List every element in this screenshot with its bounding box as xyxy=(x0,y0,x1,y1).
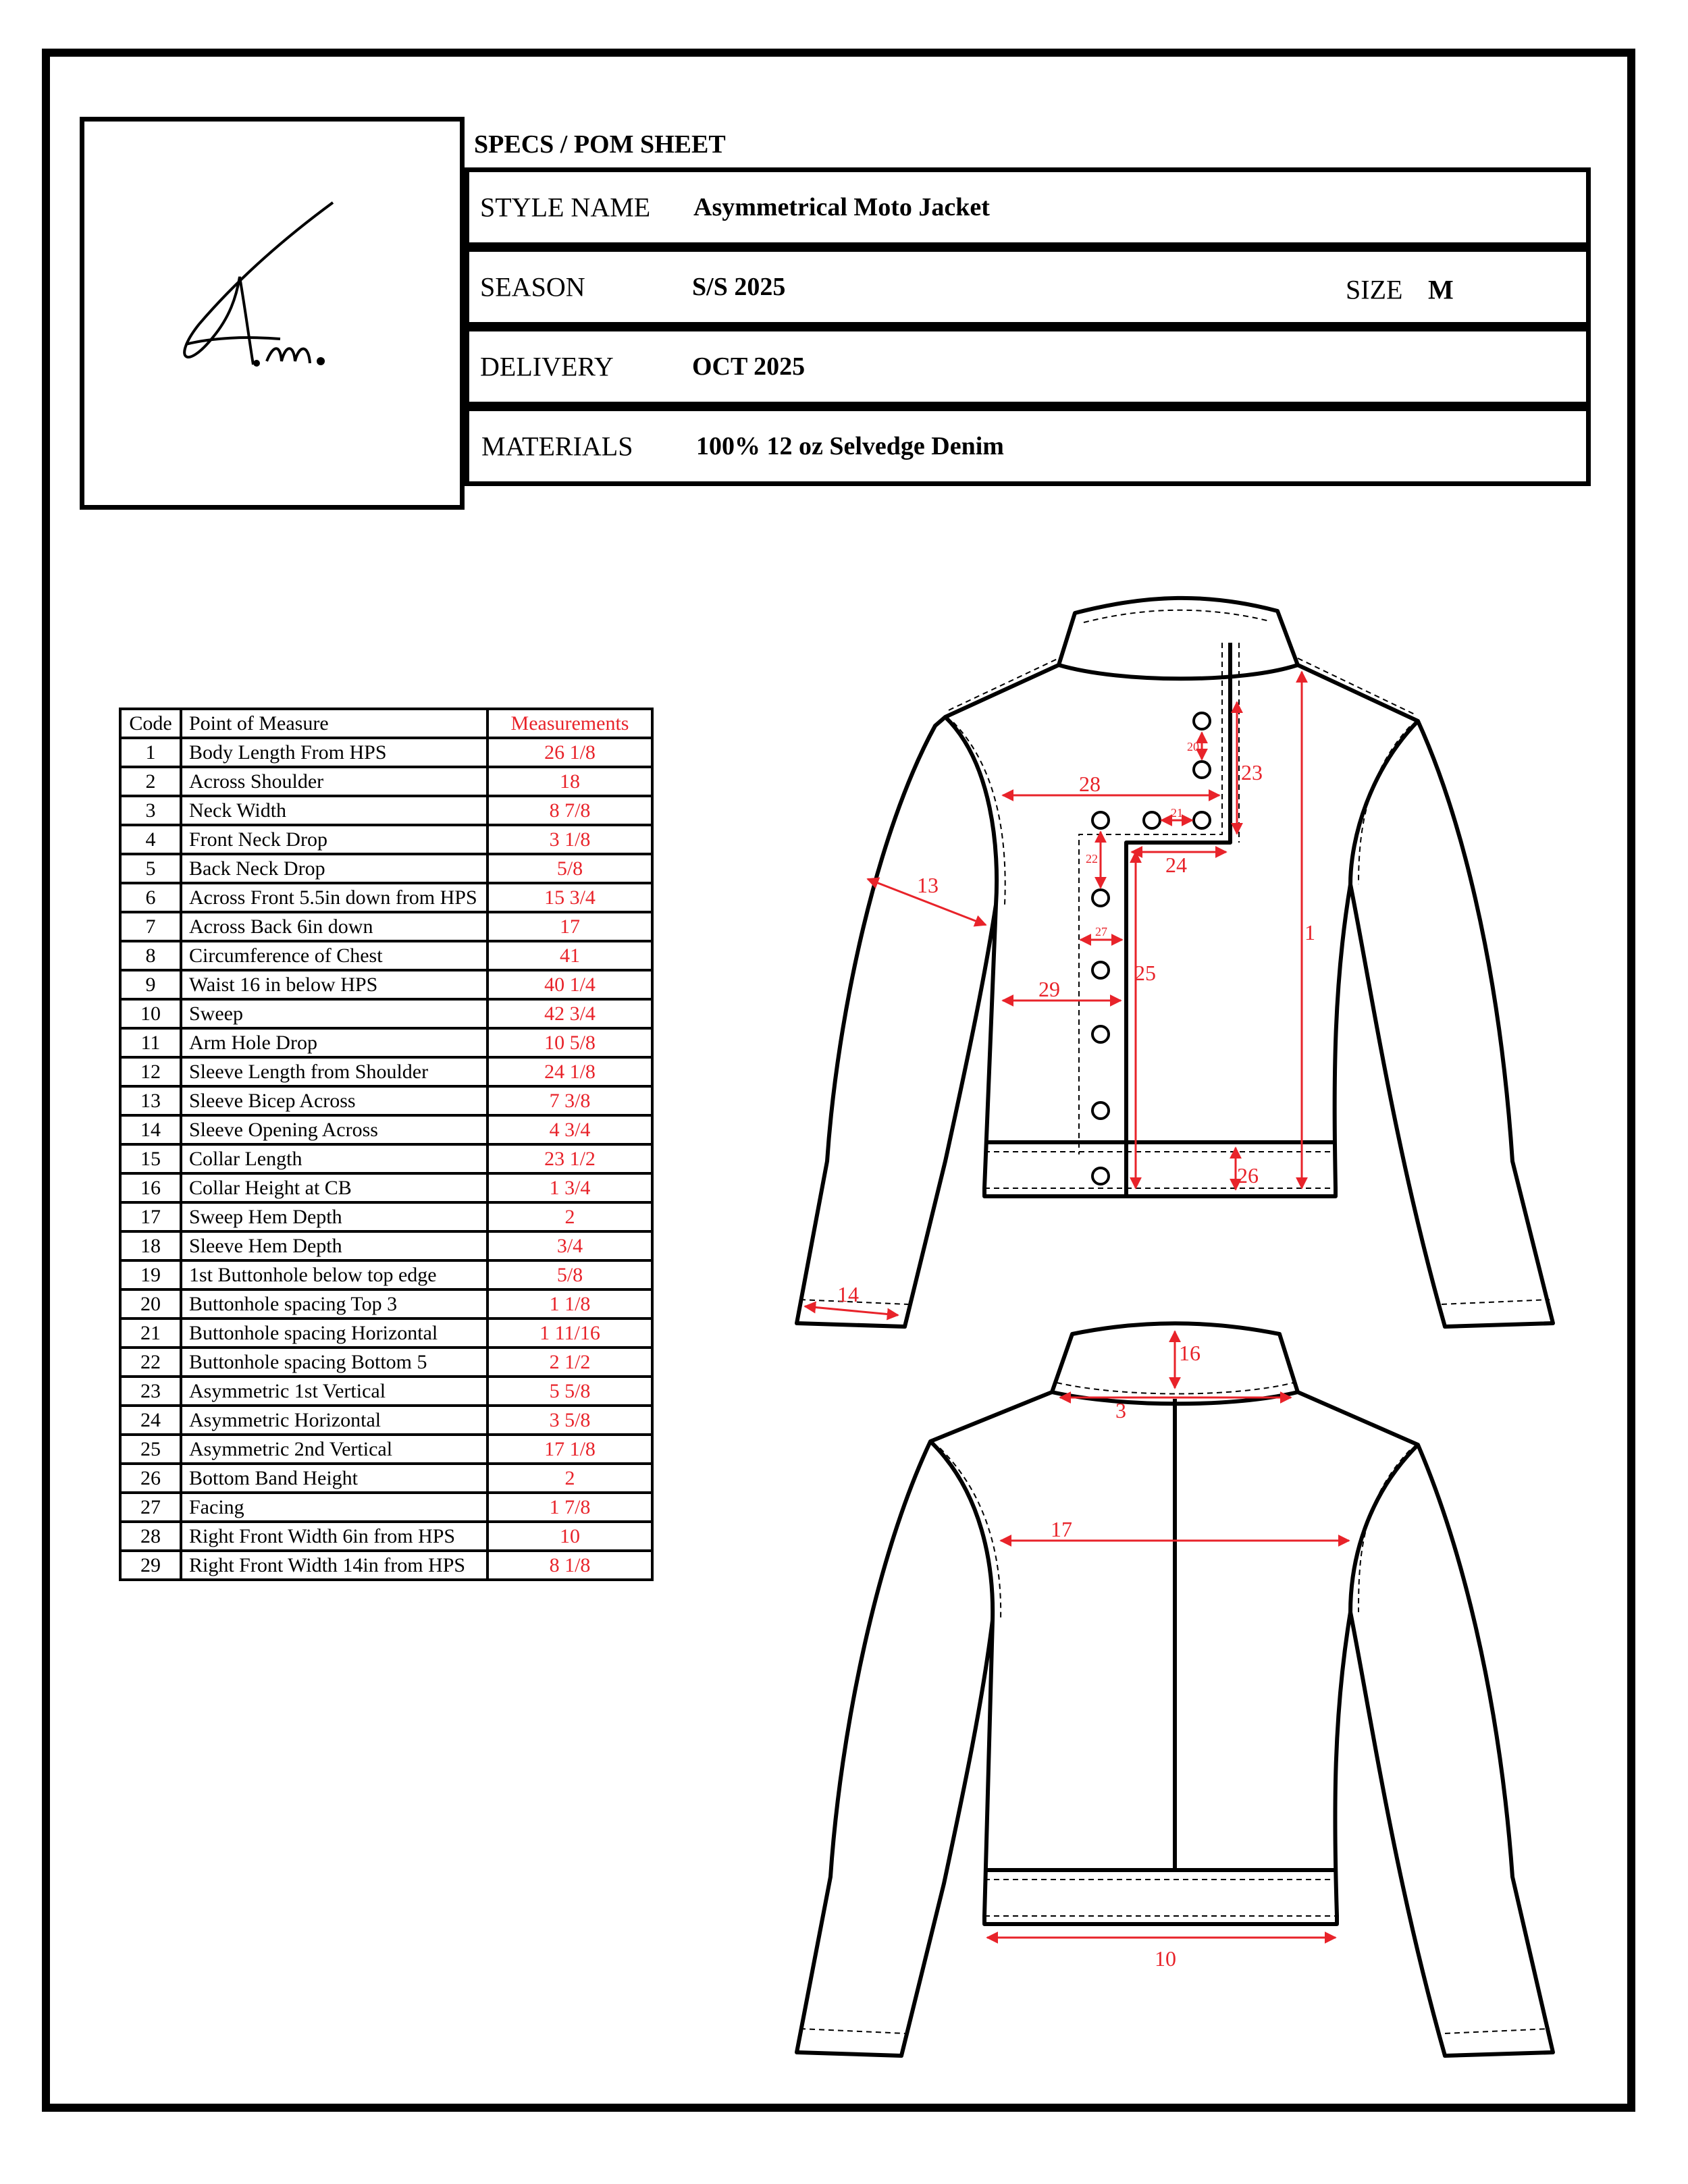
row-code: 12 xyxy=(120,1057,181,1086)
row-measurement: 41 xyxy=(487,941,652,970)
row-pom: Front Neck Drop xyxy=(181,825,487,854)
row-code: 2 xyxy=(120,767,181,796)
row-pom: Neck Width xyxy=(181,796,487,825)
row-measurement: 5/8 xyxy=(487,854,652,883)
row-measurement: 40 1/4 xyxy=(487,970,652,999)
row-pom: Body Length From HPS xyxy=(181,738,487,767)
callout-10: 10 xyxy=(1155,1946,1176,1971)
callout-20: 20 xyxy=(1187,740,1199,753)
row-measurement: 23 1/2 xyxy=(487,1144,652,1173)
size-value: M xyxy=(1428,274,1454,305)
row-measurement: 1 11/16 xyxy=(487,1319,652,1348)
callout-1: 1 xyxy=(1304,920,1315,944)
callout-29: 29 xyxy=(1038,977,1060,1001)
delivery-value: OCT 2025 xyxy=(692,352,806,381)
row-code: 19 xyxy=(120,1260,181,1289)
row-measurement: 17 1/8 xyxy=(487,1435,652,1464)
back-callouts xyxy=(1051,1341,1201,1971)
row-pom: Across Back 6in down xyxy=(181,912,487,941)
callout-14: 14 xyxy=(837,1282,859,1306)
row-pom: Buttonhole spacing Top 3 xyxy=(181,1289,487,1319)
row-code: 28 xyxy=(120,1522,181,1551)
row-pom: Across Front 5.5in down from HPS xyxy=(181,883,487,912)
row-pom: Collar Length xyxy=(181,1144,487,1173)
callout-26: 26 xyxy=(1237,1163,1259,1188)
row-pom: Facing xyxy=(181,1493,487,1522)
row-pom: Collar Height at CB xyxy=(181,1173,487,1202)
row-code: 3 xyxy=(120,796,181,825)
season-value: S/S 2025 xyxy=(692,273,786,301)
row-code: 29 xyxy=(120,1551,181,1580)
season-label: SEASON xyxy=(480,271,585,302)
row-code: 17 xyxy=(120,1202,181,1231)
row-code: 18 xyxy=(120,1231,181,1260)
row-pom: Asymmetric Horizontal xyxy=(181,1406,487,1435)
style-name-label: STYLE NAME xyxy=(480,192,651,223)
row-pom: Sweep Hem Depth xyxy=(181,1202,487,1231)
size-label: SIZE xyxy=(1346,274,1403,305)
row-measurement: 18 xyxy=(487,767,652,796)
row-code: 14 xyxy=(120,1115,181,1144)
header-pom: Point of Measure xyxy=(181,709,487,738)
front-buttons xyxy=(1092,713,1210,1184)
row-measurement: 5/8 xyxy=(487,1260,652,1289)
row-measurement: 15 3/4 xyxy=(487,883,652,912)
callout-3: 3 xyxy=(1115,1398,1126,1422)
row-code: 13 xyxy=(120,1086,181,1115)
row-pom: 1st Buttonhole below top edge xyxy=(181,1260,487,1289)
row-code: 25 xyxy=(120,1435,181,1464)
row-pom: Sleeve Length from Shoulder xyxy=(181,1057,487,1086)
row-code: 24 xyxy=(120,1406,181,1435)
callout-17: 17 xyxy=(1051,1517,1072,1541)
row-code: 21 xyxy=(120,1319,181,1348)
callout-16: 16 xyxy=(1179,1341,1201,1365)
row-code: 15 xyxy=(120,1144,181,1173)
row-measurement: 42 3/4 xyxy=(487,999,652,1028)
row-measurement: 5 5/8 xyxy=(487,1377,652,1406)
row-code: 5 xyxy=(120,854,181,883)
callout-22: 22 xyxy=(1086,852,1098,865)
row-measurement: 1 7/8 xyxy=(487,1493,652,1522)
row-code: 27 xyxy=(120,1493,181,1522)
callout-24: 24 xyxy=(1165,853,1187,877)
row-code: 6 xyxy=(120,883,181,912)
front-placket xyxy=(1126,643,1230,1196)
row-code: 22 xyxy=(120,1348,181,1377)
row-measurement: 2 xyxy=(487,1464,652,1493)
row-code: 9 xyxy=(120,970,181,999)
row-code: 20 xyxy=(120,1289,181,1319)
row-measurement: 1 1/8 xyxy=(487,1289,652,1319)
row-measurement: 26 1/8 xyxy=(487,738,652,767)
callout-28: 28 xyxy=(1079,772,1101,796)
materials-label: MATERIALS xyxy=(481,431,633,462)
back-dimension-lines xyxy=(987,1331,1349,1938)
sheet-title: SPECS / POM SHEET xyxy=(474,130,726,159)
row-pom: Sleeve Opening Across xyxy=(181,1115,487,1144)
row-measurement: 7 3/8 xyxy=(487,1086,652,1115)
row-pom: Arm Hole Drop xyxy=(181,1028,487,1057)
row-pom: Asymmetric 2nd Vertical xyxy=(181,1435,487,1464)
row-measurement: 8 1/8 xyxy=(487,1551,652,1580)
row-pom: Right Front Width 6in from HPS xyxy=(181,1522,487,1551)
row-pom: Asymmetric 1st Vertical xyxy=(181,1377,487,1406)
row-measurement: 10 xyxy=(487,1522,652,1551)
row-pom: Waist 16 in below HPS xyxy=(181,970,487,999)
row-code: 10 xyxy=(120,999,181,1028)
row-pom: Buttonhole spacing Horizontal xyxy=(181,1319,487,1348)
callout-25: 25 xyxy=(1134,961,1156,985)
row-measurement: 4 3/4 xyxy=(487,1115,652,1144)
callout-21: 21 xyxy=(1171,806,1183,820)
row-code: 4 xyxy=(120,825,181,854)
callout-23: 23 xyxy=(1241,760,1263,784)
row-measurement: 2 1/2 xyxy=(487,1348,652,1377)
front-callouts xyxy=(837,740,1315,1306)
row-code: 26 xyxy=(120,1464,181,1493)
row-code: 1 xyxy=(120,738,181,767)
row-measurement: 8 7/8 xyxy=(487,796,652,825)
row-pom: Back Neck Drop xyxy=(181,854,487,883)
front-body-outline xyxy=(797,665,1553,1327)
row-pom: Buttonhole spacing Bottom 5 xyxy=(181,1348,487,1377)
callout-13: 13 xyxy=(917,873,939,897)
front-view xyxy=(797,598,1553,1327)
row-pom: Sleeve Hem Depth xyxy=(181,1231,487,1260)
delivery-label: DELIVERY xyxy=(480,351,614,382)
row-pom: Right Front Width 14in from HPS xyxy=(181,1551,487,1580)
callout-27: 27 xyxy=(1095,925,1107,938)
row-pom: Sweep xyxy=(181,999,487,1028)
row-code: 8 xyxy=(120,941,181,970)
row-pom: Circumference of Chest xyxy=(181,941,487,970)
row-measurement: 3 5/8 xyxy=(487,1406,652,1435)
row-measurement: 3/4 xyxy=(487,1231,652,1260)
style-name-value: Asymmetrical Moto Jacket xyxy=(693,193,990,221)
row-pom: Across Shoulder xyxy=(181,767,487,796)
row-code: 7 xyxy=(120,912,181,941)
row-measurement: 24 1/8 xyxy=(487,1057,652,1086)
row-measurement: 3 1/8 xyxy=(487,825,652,854)
materials-value: 100% 12 oz Selvedge Denim xyxy=(696,432,1004,460)
row-measurement: 17 xyxy=(487,912,652,941)
header-measurement: Measurements xyxy=(487,709,652,738)
row-pom: Sleeve Bicep Across xyxy=(181,1086,487,1115)
row-measurement: 2 xyxy=(487,1202,652,1231)
row-measurement: 1 3/4 xyxy=(487,1173,652,1202)
row-code: 16 xyxy=(120,1173,181,1202)
row-code: 23 xyxy=(120,1377,181,1406)
row-pom: Bottom Band Height xyxy=(181,1464,487,1493)
row-measurement: 10 5/8 xyxy=(487,1028,652,1057)
header-code: Code xyxy=(120,709,181,738)
row-code: 11 xyxy=(120,1028,181,1057)
